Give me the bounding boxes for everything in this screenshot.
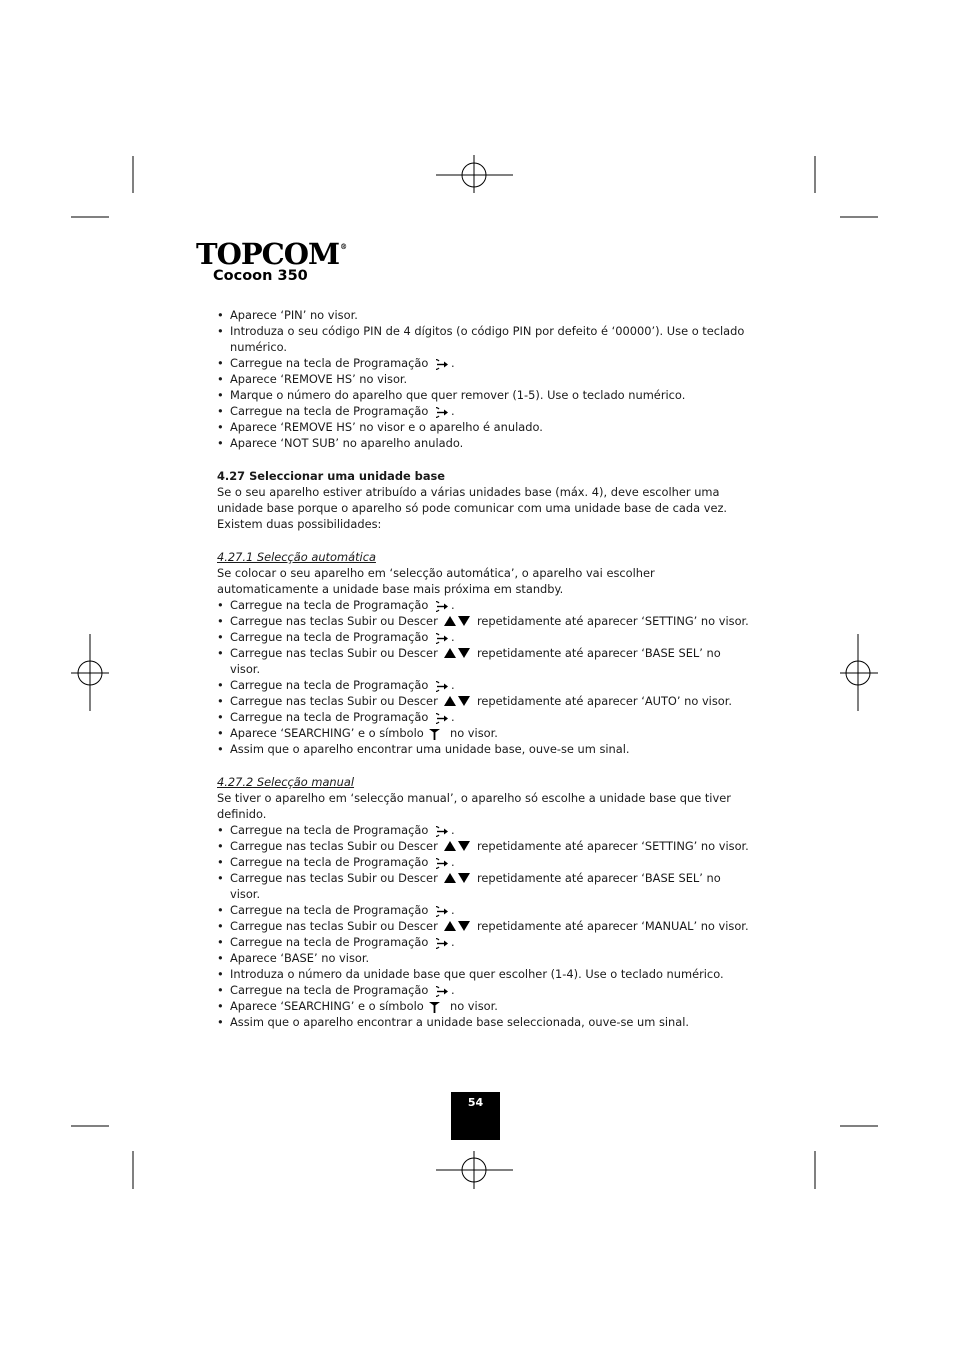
program-key-icon [436,713,451,724]
up-down-keys-icon [443,921,471,931]
section-4271-body: Se colocar o seu aparelho em ‘selecção automática’, o aparelho vai escolher automaticamente a unidade base mais próxima em standby. [217,566,655,596]
auto-step-7: • Carregue na tecla de Programação . [217,709,749,725]
section-4271-title: 4.27.1 Selecção automática [217,550,376,564]
manual-step-10: • Carregue na tecla de Programação . [217,982,749,998]
intro-step-3: • Carregue na tecla de Programação . [217,355,749,371]
section-4272-title: 4.27.2 Selecção manual [217,775,355,789]
auto-step-2: • Carregue nas teclas Subir ou Descer repetidamente até aparecer ‘SETTING’ no visor. [217,613,749,629]
program-key-icon [436,601,451,612]
automatic-selection-steps [217,597,749,757]
manual-step-5: • Carregue na tecla de Programação . [217,902,749,918]
auto-step-3: • Carregue na tecla de Programação . [217,629,749,645]
auto-step-1: • Carregue na tecla de Programação . [217,597,749,613]
auto-step-6: • Carregue nas teclas Subir ou Descer repetidamente até aparecer ‘AUTO’ no visor. [217,693,749,709]
section-427-body: Se o seu aparelho estiver atribuído a várias unidades base (máx. 4), deve escolher uma unidade base porque o aparelho só pode comunicar com uma unidade base de cada vez. Existem duas possibilidades: [217,485,728,531]
antenna-icon [429,728,440,740]
manual-step-11: • Aparece ‘SEARCHING’ e o símbolo no visor. [217,998,749,1014]
auto-step-9: • Assim que o aparelho encontrar uma unidade base, ouve-se um sinal. [217,741,749,757]
auto-step-8: • Aparece ‘SEARCHING’ e o símbolo no visor. [217,725,749,741]
program-key-icon [436,407,451,418]
manual-step-3: • Carregue na tecla de Programação . [217,854,749,870]
auto-step-5: • Carregue na tecla de Programação . [217,677,749,693]
intro-step-2: • Introduza o seu código PIN de 4 dígitos (o código PIN por defeito é ‘00000’). Use o teclado numérico. [217,323,749,355]
intro-step-5: • Marque o número do aparelho que quer remover (1-5). Use o teclado numérico. [217,387,749,403]
intro-steps-list [217,307,749,451]
program-key-icon [436,826,451,837]
manual-step-1: • Carregue na tecla de Programação . [217,822,749,838]
program-key-icon [436,858,451,869]
up-down-keys-icon [443,841,471,851]
up-down-keys-icon [443,616,471,626]
antenna-icon [429,1001,440,1013]
program-key-icon [436,906,451,917]
manual-step-4: • Carregue nas teclas Subir ou Descer repetidamente até aparecer ‘BASE SEL’ no visor. [217,870,749,902]
manual-step-9: • Introduza o número da unidade base que quer escolher (1-4). Use o teclado numérico. [217,966,749,982]
manual-step-8: • Aparece ‘BASE’ no visor. [217,950,749,966]
manual-step-12: • Assim que o aparelho encontrar a unidade base seleccionada, ouve-se um sinal. [217,1014,749,1030]
intro-step-7: • Aparece ‘REMOVE HS’ no visor e o aparelho é anulado. [217,419,749,435]
intro-step-4: • Aparece ‘REMOVE HS’ no visor. [217,371,749,387]
model-name: Cocoon 350 [213,268,308,284]
manual-selection-steps [217,822,749,1030]
program-key-icon [436,359,451,370]
page-number: 54 [451,1092,500,1140]
section-427-title: 4.27 Seleccionar uma unidade base [217,469,446,483]
manual-content [217,307,749,1030]
section-4272-body: Se tiver o aparelho em ‘selecção manual’, o aparelho só escolhe a unidade base que tiver definido. [217,791,731,821]
auto-step-4: • Carregue nas teclas Subir ou Descer repetidamente até aparecer ‘BASE SEL’ no visor. [217,645,749,677]
program-key-icon [436,986,451,997]
manual-step-7: • Carregue na tecla de Programação . [217,934,749,950]
intro-step-8: • Aparece ‘NOT SUB’ no aparelho anulado. [217,435,749,451]
up-down-keys-icon [443,696,471,706]
up-down-keys-icon [443,873,471,883]
program-key-icon [436,938,451,949]
program-key-icon [436,681,451,692]
brand-logo [196,237,347,271]
intro-step-1: • Aparece ‘PIN’ no visor. [217,307,749,323]
up-down-keys-icon [443,648,471,658]
intro-step-6: • Carregue na tecla de Programação . [217,403,749,419]
manual-step-2: • Carregue nas teclas Subir ou Descer repetidamente até aparecer ‘SETTING’ no visor. [217,838,749,854]
program-key-icon [436,633,451,644]
manual-step-6: • Carregue nas teclas Subir ou Descer repetidamente até aparecer ‘MANUAL’ no visor. [217,918,749,934]
brand-logo-text: TOPCOM [196,237,340,271]
registered-mark: ® [340,242,347,251]
